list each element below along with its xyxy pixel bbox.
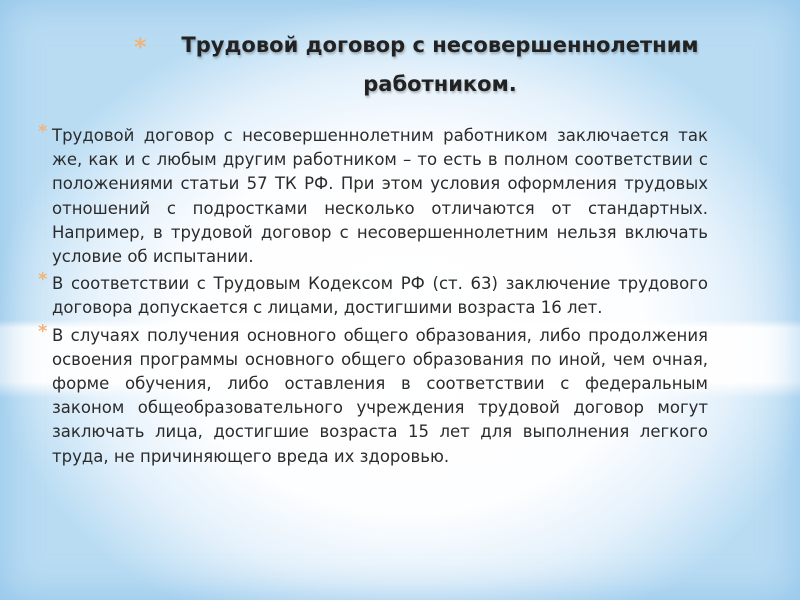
paragraph-2 [38, 269, 708, 320]
paragraph-text: В случаях получения основного общего образования, либо продолжения освоения программы основного общего образования по иной, чем очная, форме обучения, либо оставления в соответствии с федеральным законом общеобразовательного учреждения трудовой договор могут заключать лица, достигшие возраста 15 лет для выполнения легкого труда, не причиняющего вреда их здоровью. [52, 325, 708, 466]
slide-body [38, 121, 708, 472]
slide-title [120, 26, 760, 104]
paragraph-3 [38, 320, 708, 469]
bullet-icon: * [38, 320, 48, 342]
paragraph-text: Трудовой договор с несовершеннолетним работником заключается так же, как и с любым другим работником – то есть в полном соответствии с положениями статьи 57 ТК РФ. При этом условия оформления трудовых отношений с подростками несколько отличаются от стандартных. Например, в трудовой договор с несовершеннолетним нельзя включать условие об испытании. [52, 126, 708, 267]
bullet-icon: * [38, 121, 48, 142]
slide-title-text: Трудовой договор с несовершеннолетним работником. [181, 33, 699, 96]
bullet-icon: * [38, 269, 48, 291]
title-bullet-icon: * [134, 33, 147, 61]
paragraph-1 [38, 121, 708, 269]
paragraph-text: В соответствии с Трудовым Кодексом РФ (ст. 63) заключение трудового договора допускается с лицами, достигшими возраста 16 лет. [52, 274, 708, 318]
